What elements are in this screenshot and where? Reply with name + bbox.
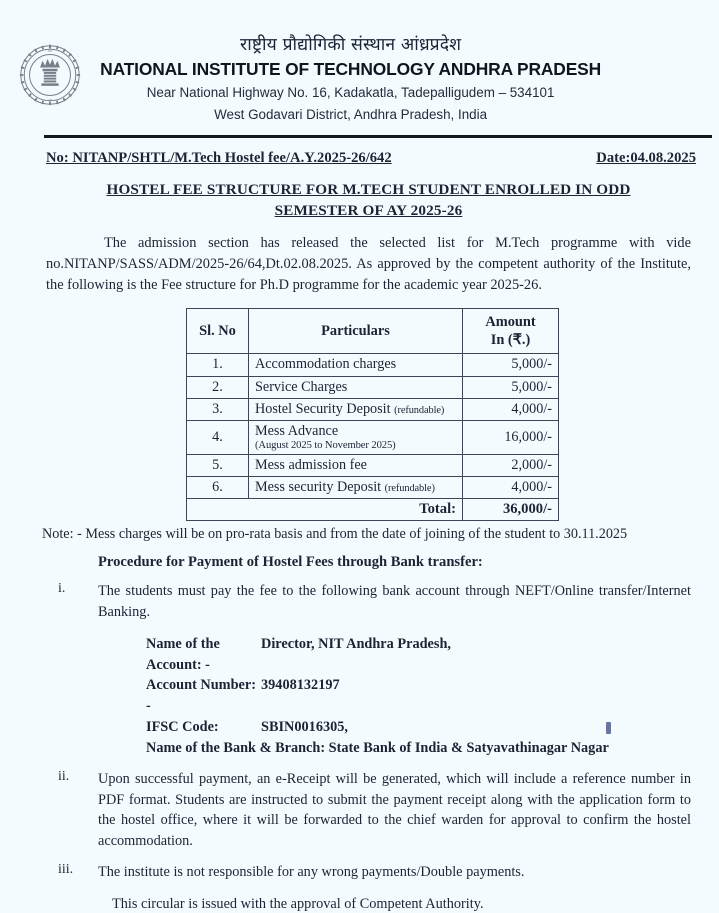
institute-identity: [100, 34, 719, 124]
row-particulars-text: Accommodation charges: [255, 356, 397, 373]
svg-text:NIT: NIT: [47, 49, 53, 54]
procedure-item-ii-text: Upon successful payment, an e-Receipt will be generated, which will include a reference number in PDF format. Students are instructed to submit the payment receipt along with the application form to the hostel office, where it will be forwarded to the chief warden for approval to confirm the hostel accommodation.: [98, 770, 691, 849]
page-title: [46, 179, 691, 222]
page-title-line-1: HOSTEL FEE STRUCTURE FOR M.TECH STUDENT ENROLLED IN ODD: [106, 180, 631, 198]
row-particulars-text: Mess Advance: [255, 422, 339, 439]
bank-account-number-row: [146, 675, 709, 717]
row-amount: 16,000/-: [463, 420, 559, 455]
procedure-item-iii-number: iii.: [58, 861, 74, 877]
institute-address-line-1: Near National Highway No. 16, Kadakatla, Tadepalligudem – 534101: [146, 84, 555, 100]
procedure-item-iii-text: The institute is not responsible for any wrong payments/Double payments.: [98, 863, 525, 880]
column-header-sl-no: Sl. No: [187, 308, 249, 354]
procedure-item-ii: [46, 769, 709, 852]
row-amount: 5,000/-: [463, 376, 559, 398]
pro-rata-note: Note: - Mess charges will be on pro-rata basis and from the date of joining of the student to 30.11.2025: [42, 526, 628, 543]
table-row: [187, 455, 559, 477]
bank-details: [146, 634, 709, 759]
bank-account-number-label: Account Number: -: [146, 677, 256, 715]
closing-statement: This circular is issued with the approval of Competent Authority.: [112, 896, 484, 913]
procedure-item-i: [46, 581, 709, 622]
column-header-particulars: Particulars: [249, 308, 463, 354]
bank-ifsc-value: SBIN0016305,: [261, 719, 348, 736]
procedure-item-ii-number: ii.: [58, 768, 70, 784]
table-row: [187, 354, 559, 376]
procedure-item-i-number: i.: [58, 581, 66, 597]
bank-branch-line: Name of the Bank & Branch: State Bank of India & Satyavathinagar Nagar: [146, 739, 609, 756]
table-row: [187, 376, 559, 398]
row-particulars-subtext: (August 2025 to November 2025): [255, 439, 396, 451]
fee-table: [186, 308, 559, 522]
row-sl-no: 6.: [187, 477, 249, 499]
letterhead: [0, 0, 719, 124]
table-row: [187, 420, 559, 455]
row-sl-no: 3.: [187, 398, 249, 420]
row-amount: 4,000/-: [463, 398, 559, 420]
row-amount: 5,000/-: [463, 354, 559, 376]
row-particulars: [249, 398, 463, 420]
row-amount: 2,000/-: [463, 455, 559, 477]
total-amount: 36,000/-: [463, 499, 559, 521]
nit-ap-emblem-icon: [19, 44, 81, 106]
column-header-amount-line-1: Amount: [485, 313, 536, 330]
page-title-line-2: SEMESTER OF AY 2025-26: [274, 202, 463, 220]
row-particulars-text: Mess admission fee: [255, 457, 367, 474]
procedure-heading: Procedure for Payment of Hostel Fees through Bank transfer:: [98, 554, 483, 571]
row-sl-no: 2.: [187, 376, 249, 398]
institute-name-hindi: राष्ट्रीय प्रौद्योगिकी संस्थान आंध्रप्रदेश: [240, 35, 462, 55]
column-header-amount-line-2: In (₹.): [490, 332, 531, 349]
bank-account-name-label: Name of the Account: -: [146, 635, 220, 673]
intro-paragraph: The admission section has released the selected list for M.Tech programme with vide no.NITANP/SASS/ADM/2025-26/64,Dt.02.08.2025. As approved by the competent authority of the Institute, the following is the Fee structure for Ph.D programme for the academic year 2025-26.: [46, 234, 691, 293]
institute-name-english: NATIONAL INSTITUTE OF TECHNOLOGY ANDHRA PRADESH: [100, 58, 601, 79]
row-particulars: [249, 420, 463, 455]
row-particulars: [249, 376, 463, 398]
row-particulars-text: Mess security Deposit: [255, 479, 382, 496]
signature-mark: [606, 722, 611, 734]
row-particulars-note: (refundable): [384, 483, 435, 495]
row-particulars-text: Service Charges: [255, 378, 348, 395]
bank-ifsc-row: [146, 717, 709, 738]
row-particulars-text: Hostel Security Deposit: [255, 400, 391, 417]
reference-number: No: NITANP/SHTL/M.Tech Hostel fee/A.Y.2025-26/642: [46, 149, 392, 166]
bank-account-name-row: [146, 634, 709, 676]
table-row: [187, 477, 559, 499]
svg-text:AP: AP: [48, 98, 52, 103]
row-sl-no: 4.: [187, 420, 249, 455]
column-header-amount: [463, 308, 559, 354]
row-particulars: [249, 354, 463, 376]
row-particulars-note: (refundable): [394, 404, 445, 416]
reference-line: [46, 150, 709, 167]
table-row: [187, 398, 559, 420]
total-label: Total:: [187, 499, 463, 521]
table-header-row: [187, 308, 559, 354]
institute-address-line-2: West Godavari District, Andhra Pradesh, India: [214, 106, 488, 122]
reference-date: Date:04.08.2025: [596, 149, 696, 166]
bank-account-number-value: 39408132197: [261, 677, 340, 694]
row-particulars: [249, 477, 463, 499]
procedure-item-i-text: The students must pay the fee to the following bank account through NEFT/Online transfer/Internet Banking.: [98, 583, 691, 620]
table-total-row: [187, 499, 559, 521]
procedure-item-iii: [46, 862, 709, 883]
row-sl-no: 1.: [187, 354, 249, 376]
row-particulars: [249, 455, 463, 477]
fee-table-container: [46, 308, 709, 522]
row-amount: 4,000/-: [463, 477, 559, 499]
bank-ifsc-label: IFSC Code:: [146, 719, 219, 736]
logo-container: [0, 34, 100, 106]
row-sl-no: 5.: [187, 455, 249, 477]
header-divider: [44, 135, 712, 138]
bank-account-name-value: Director, NIT Andhra Pradesh,: [261, 635, 451, 652]
